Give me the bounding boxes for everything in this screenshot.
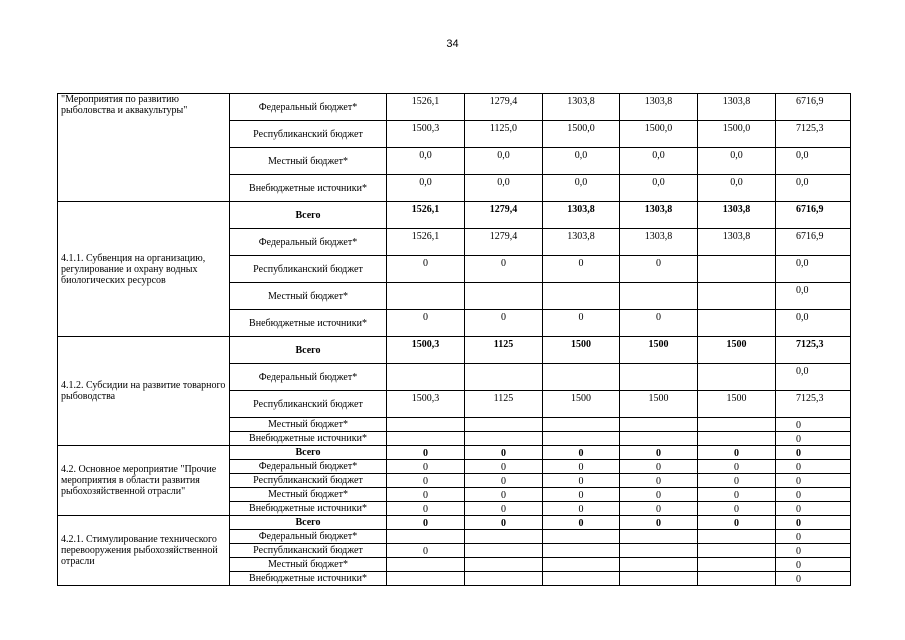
year-value-cell: 0 [387,544,465,558]
year-value-cell [465,432,543,446]
budget-table [57,93,851,586]
year-value-cell: 0 [543,446,620,460]
year-value-cell: 1303,8 [620,229,698,256]
year-value-cell: 0,0 [543,175,620,202]
year-value-cell [698,283,776,310]
funding-source-cell: Всего [230,516,387,530]
year-value-cell: 0 [698,460,776,474]
year-value-cell [543,558,620,572]
year-value-cell: 1125 [465,391,543,418]
funding-source-cell: Местный бюджет* [230,418,387,432]
year-value-cell: 1303,8 [698,202,776,229]
funding-source-cell: Федеральный бюджет* [230,229,387,256]
funding-source-cell: Местный бюджет* [230,558,387,572]
year-value-cell [698,558,776,572]
year-value-cell [465,364,543,391]
program-name-cell: 4.1.1. Субвенция на организацию, регулирование и охрану водных биологических ресурсов [58,202,230,337]
year-value-cell: 0 [620,256,698,283]
year-value-cell: 0 [620,460,698,474]
year-value-cell: 1303,8 [698,229,776,256]
funding-source-cell: Внебюджетные источники* [230,310,387,337]
year-value-cell [698,418,776,432]
total-value-cell: 6716,9 [776,202,851,229]
year-value-cell [543,572,620,586]
year-value-cell: 0 [387,488,465,502]
year-value-cell [698,432,776,446]
year-value-cell: 1279,4 [465,202,543,229]
year-value-cell [620,432,698,446]
year-value-cell [698,530,776,544]
budget-table-body [58,94,851,586]
year-value-cell [387,432,465,446]
year-value-cell: 1500 [698,391,776,418]
year-value-cell: 0 [465,516,543,530]
year-value-cell: 1303,8 [620,202,698,229]
year-value-cell: 0 [698,488,776,502]
total-value-cell: 0 [776,502,851,516]
year-value-cell: 0 [465,474,543,488]
year-value-cell: 1500,3 [387,391,465,418]
year-value-cell: 1303,8 [543,229,620,256]
year-value-cell: 1500,0 [698,121,776,148]
year-value-cell [543,418,620,432]
year-value-cell: 1303,8 [620,94,698,121]
year-value-cell [620,558,698,572]
year-value-cell: 1500 [543,391,620,418]
funding-source-cell: Внебюджетные источники* [230,502,387,516]
total-value-cell: 0 [776,488,851,502]
year-value-cell: 1500 [620,391,698,418]
total-value-cell: 0 [776,446,851,460]
year-value-cell: 0,0 [620,175,698,202]
year-value-cell: 0 [387,460,465,474]
funding-source-cell: Федеральный бюджет* [230,364,387,391]
year-value-cell [387,283,465,310]
total-value-cell: 0,0 [776,148,851,175]
year-value-cell: 0,0 [387,175,465,202]
total-value-cell: 0 [776,460,851,474]
year-value-cell: 0 [387,474,465,488]
year-value-cell: 1125 [465,337,543,364]
year-value-cell: 0 [387,256,465,283]
year-value-cell: 0 [387,310,465,337]
total-value-cell: 0 [776,418,851,432]
year-value-cell [465,544,543,558]
year-value-cell: 0 [620,502,698,516]
funding-source-cell: Республиканский бюджет [230,544,387,558]
year-value-cell: 0 [698,474,776,488]
year-value-cell: 0 [543,488,620,502]
year-value-cell: 1500 [698,337,776,364]
year-value-cell: 1303,8 [543,94,620,121]
year-value-cell: 0 [465,460,543,474]
funding-source-cell: Федеральный бюджет* [230,94,387,121]
year-value-cell: 1303,8 [543,202,620,229]
year-value-cell [465,283,543,310]
year-value-cell [543,283,620,310]
funding-source-cell: Внебюджетные источники* [230,572,387,586]
year-value-cell: 0 [543,502,620,516]
year-value-cell: 1125,0 [465,121,543,148]
total-value-cell: 0 [776,558,851,572]
year-value-cell: 1500 [543,337,620,364]
table-total-row [58,202,851,229]
total-value-cell: 0 [776,544,851,558]
program-name-cell: 4.2. Основное мероприятие "Прочие мероприятия в области развития рыбохозяйственной отрасли" [58,446,230,516]
year-value-cell: 1526,1 [387,94,465,121]
year-value-cell [543,364,620,391]
total-value-cell: 7125,3 [776,121,851,148]
year-value-cell: 0,0 [465,175,543,202]
year-value-cell [698,544,776,558]
funding-source-cell: Республиканский бюджет [230,391,387,418]
page-number: 34 [446,38,459,50]
table-row [58,94,851,121]
total-value-cell: 0,0 [776,283,851,310]
year-value-cell [465,530,543,544]
total-value-cell: 0,0 [776,175,851,202]
total-value-cell: 0 [776,432,851,446]
year-value-cell: 0 [465,488,543,502]
year-value-cell: 0 [465,310,543,337]
total-value-cell: 6716,9 [776,94,851,121]
year-value-cell [465,572,543,586]
funding-source-cell: Местный бюджет* [230,148,387,175]
program-name-cell: 4.1.2. Субсидии на развитие товарного рыбоводства [58,337,230,446]
year-value-cell: 0,0 [465,148,543,175]
funding-source-cell: Внебюджетные источники* [230,432,387,446]
year-value-cell: 0 [698,516,776,530]
year-value-cell: 0 [465,256,543,283]
funding-source-cell: Местный бюджет* [230,488,387,502]
total-value-cell: 7125,3 [776,391,851,418]
year-value-cell [620,418,698,432]
year-value-cell [698,364,776,391]
year-value-cell: 0 [620,310,698,337]
year-value-cell: 0 [543,460,620,474]
year-value-cell: 0 [620,474,698,488]
year-value-cell [698,310,776,337]
total-value-cell: 0,0 [776,364,851,391]
year-value-cell: 0 [387,502,465,516]
year-value-cell [620,283,698,310]
year-value-cell: 0 [465,446,543,460]
year-value-cell: 0 [387,516,465,530]
program-name-cell: "Мероприятия по развитию рыболовства и аквакультуры" [58,94,230,202]
funding-source-cell: Федеральный бюджет* [230,530,387,544]
year-value-cell [620,530,698,544]
year-value-cell [698,256,776,283]
table-total-row [58,446,851,460]
year-value-cell: 0,0 [620,148,698,175]
year-value-cell: 0 [698,502,776,516]
year-value-cell [387,530,465,544]
funding-source-cell: Всего [230,202,387,229]
funding-source-cell: Внебюджетные источники* [230,175,387,202]
year-value-cell [387,418,465,432]
year-value-cell [465,558,543,572]
year-value-cell: 1500 [620,337,698,364]
year-value-cell: 1279,4 [465,229,543,256]
year-value-cell [387,572,465,586]
year-value-cell [387,558,465,572]
year-value-cell [698,572,776,586]
funding-source-cell: Республиканский бюджет [230,474,387,488]
year-value-cell [543,530,620,544]
year-value-cell: 1500,0 [620,121,698,148]
year-value-cell: 0 [387,446,465,460]
year-value-cell: 0 [620,488,698,502]
funding-source-cell: Республиканский бюджет [230,121,387,148]
total-value-cell: 0 [776,572,851,586]
year-value-cell: 0 [620,446,698,460]
year-value-cell: 0 [620,516,698,530]
year-value-cell: 0,0 [698,175,776,202]
funding-source-cell: Всего [230,337,387,364]
year-value-cell: 1500,0 [543,121,620,148]
year-value-cell: 0 [543,516,620,530]
total-value-cell: 0 [776,516,851,530]
table-total-row [58,516,851,530]
year-value-cell [543,544,620,558]
year-value-cell: 1526,1 [387,202,465,229]
year-value-cell: 1279,4 [465,94,543,121]
year-value-cell: 1303,8 [698,94,776,121]
funding-source-cell: Местный бюджет* [230,283,387,310]
year-value-cell [387,364,465,391]
year-value-cell: 0 [698,446,776,460]
year-value-cell: 0 [543,474,620,488]
year-value-cell [620,572,698,586]
year-value-cell [620,544,698,558]
funding-source-cell: Федеральный бюджет* [230,460,387,474]
funding-source-cell: Республиканский бюджет [230,256,387,283]
year-value-cell: 1526,1 [387,229,465,256]
year-value-cell: 0 [543,256,620,283]
year-value-cell: 0,0 [698,148,776,175]
year-value-cell: 0,0 [543,148,620,175]
year-value-cell: 1500,3 [387,337,465,364]
total-value-cell: 6716,9 [776,229,851,256]
year-value-cell [465,418,543,432]
year-value-cell [620,364,698,391]
total-value-cell: 7125,3 [776,337,851,364]
total-value-cell: 0 [776,530,851,544]
year-value-cell: 1500,3 [387,121,465,148]
program-name-cell: 4.2.1. Стимулирование технического перевооружения рыбохозяйственной отрасли [58,516,230,586]
total-value-cell: 0,0 [776,256,851,283]
year-value-cell: 0,0 [387,148,465,175]
year-value-cell: 0 [543,310,620,337]
funding-source-cell: Всего [230,446,387,460]
year-value-cell: 0 [465,502,543,516]
total-value-cell: 0,0 [776,310,851,337]
table-total-row [58,337,851,364]
year-value-cell [543,432,620,446]
total-value-cell: 0 [776,474,851,488]
